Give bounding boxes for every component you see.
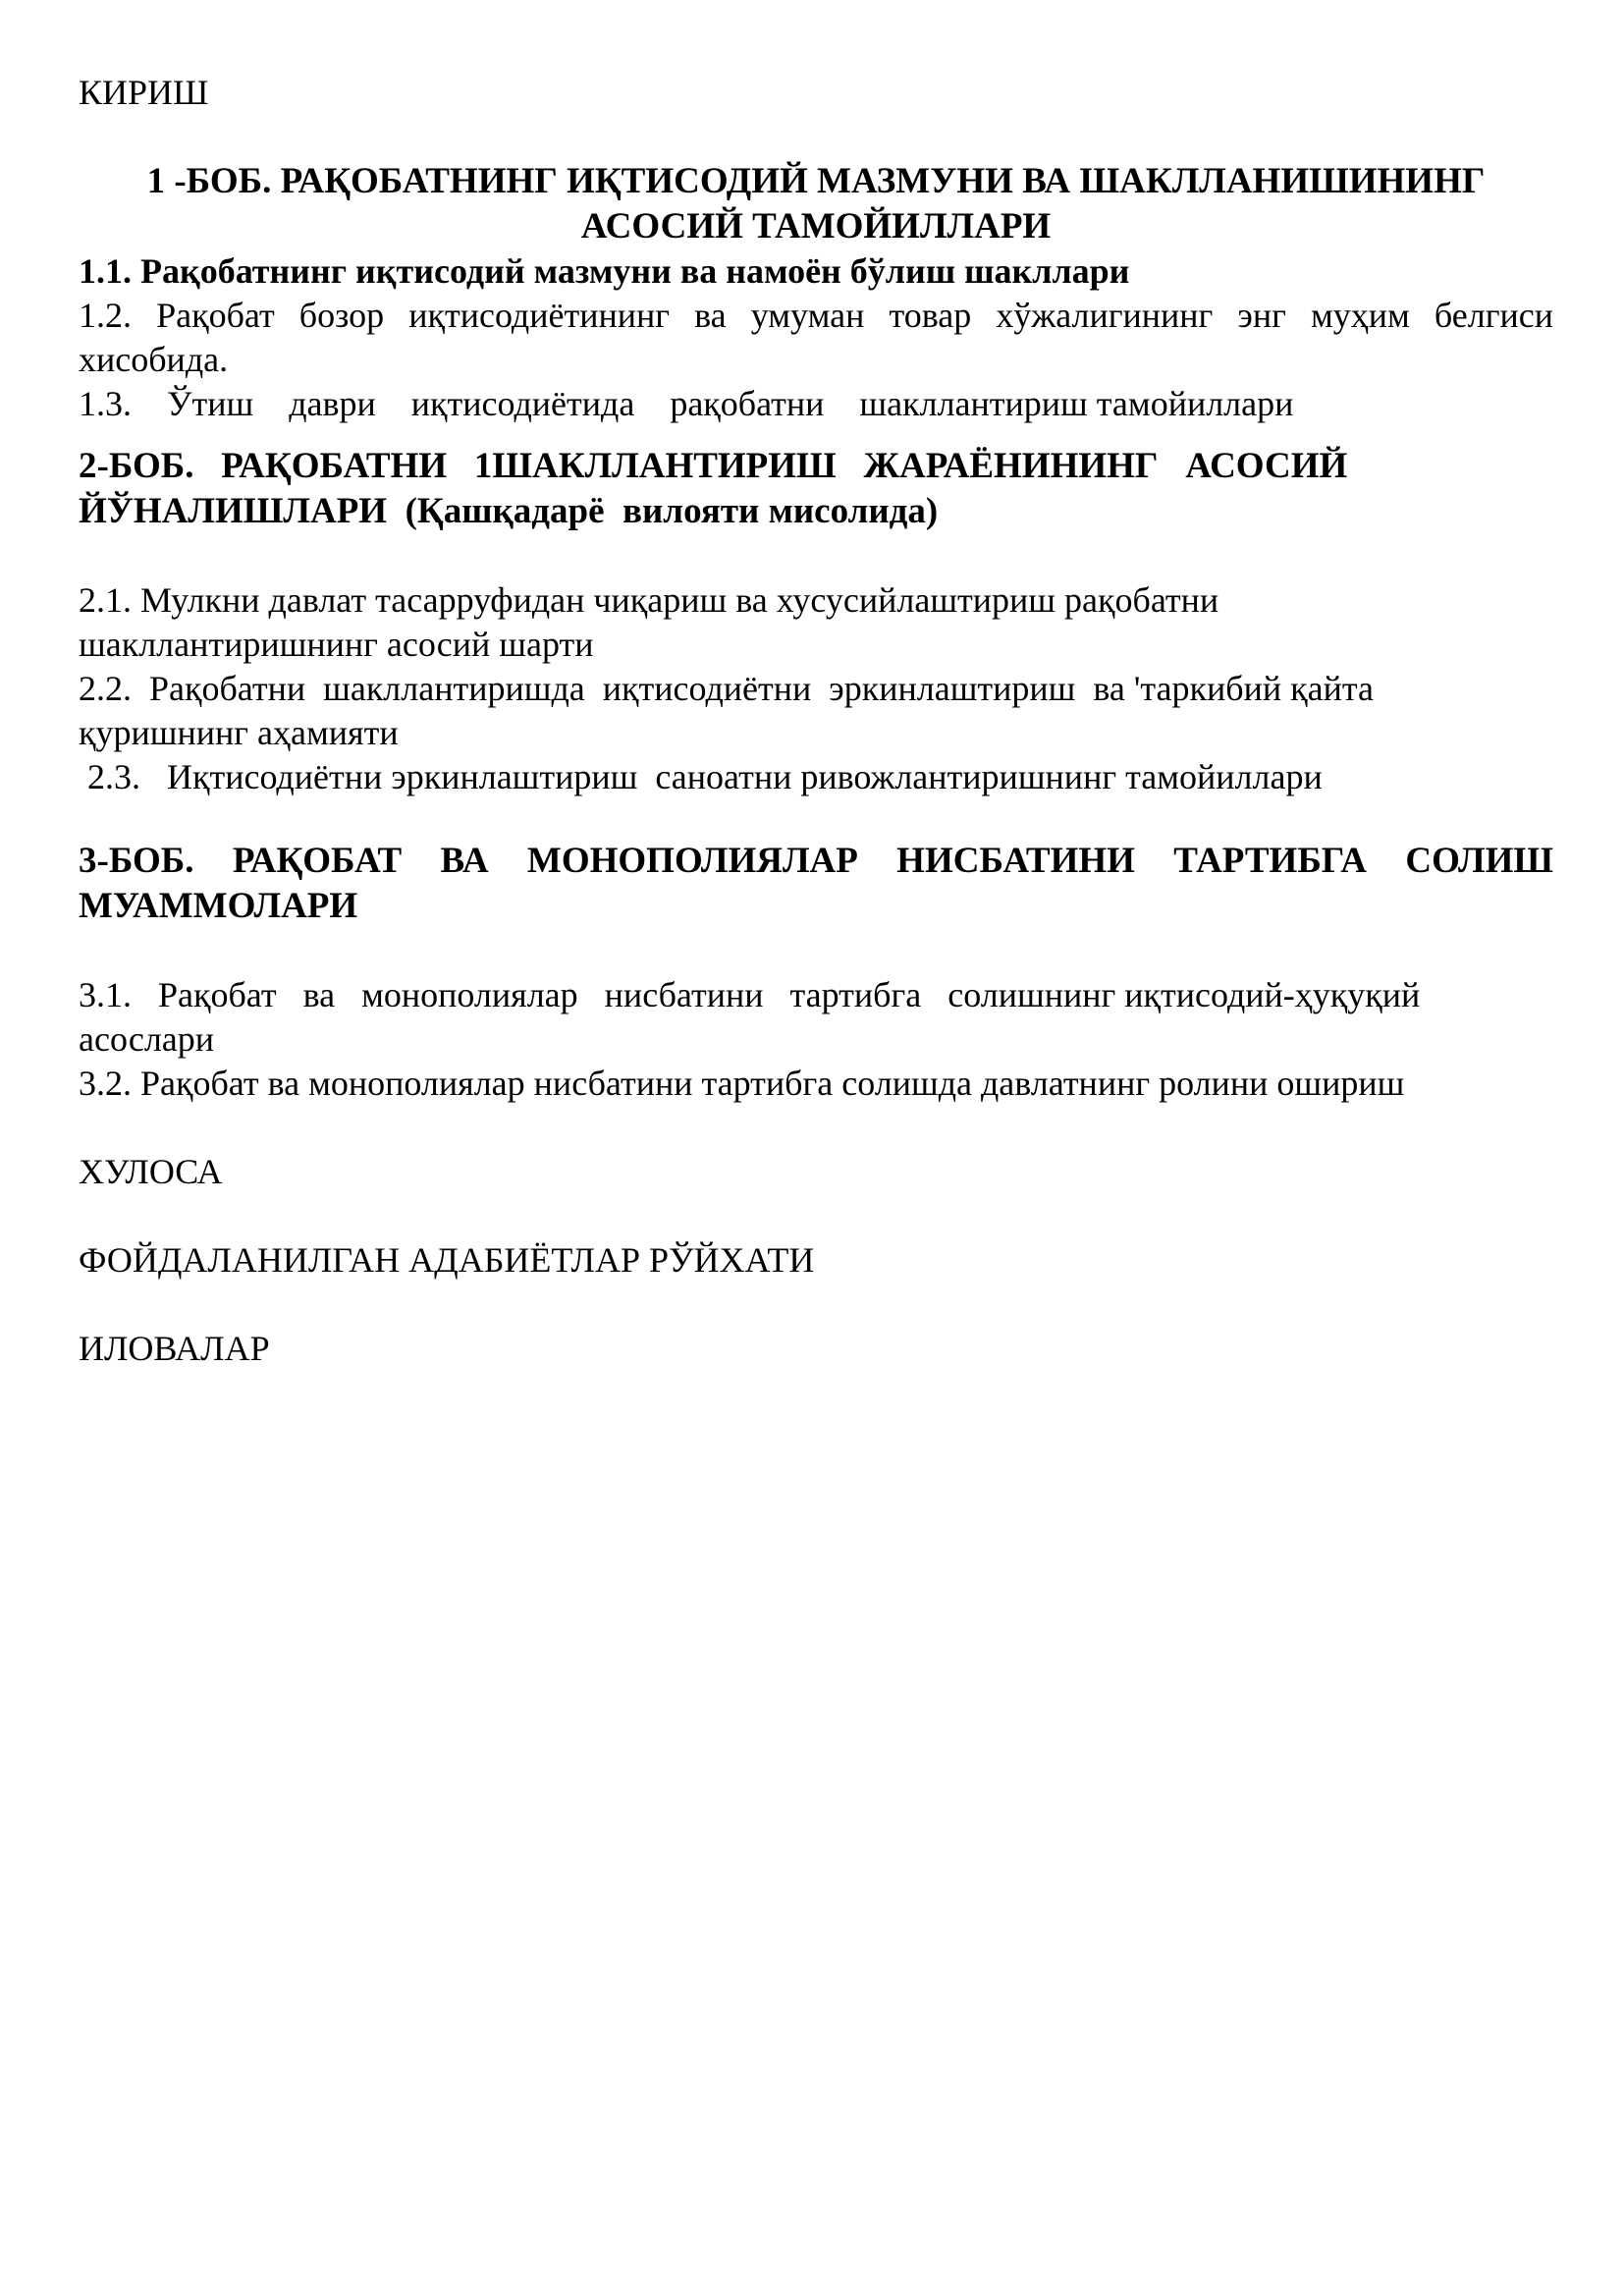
document-page [79, 71, 1553, 1371]
chapter1-title-line1: 1 -БОБ. РАҚОБАТНИНГ ИҚТИСОДИЙ МАЗМУНИ ВА ШАКЛЛАНИШИНИНГ [146, 161, 1486, 201]
conclusion-heading: ХУЛОСА [79, 1152, 223, 1191]
section-1-1: 1.1. Рақобатнинг иқтисодий мазмуни ва намоён бўлиш шакллари [79, 251, 1130, 291]
chapter1-title-line2: АСОСИЙ ТАМОЙИЛЛАРИ [580, 206, 1052, 246]
section-2-3: 2.3. Иқтисодиётни эркинлаштириш саноатни ривожлантиришнинг тамойиллари [79, 757, 1323, 796]
section-2-1-line1: 2.1. Мулкни давлат тасарруфидан чиқариш ва хусусийлаштириш рақобатни [79, 580, 1219, 620]
chapter2-title-line1: 2-БОБ. РАҚОБАТНИ 1ШАКЛЛАНТИРИШ ЖАРАЁНИНИНГ АСОСИЙ [79, 446, 1348, 486]
section-1-3: 1.3. Ўтиш даври иқтисодиётида рақобатни шакллантириш тамойиллари [79, 384, 1294, 423]
references-heading: ФОЙДАЛАНИЛГАН АДАБИЁТЛАР РЎЙХАТИ [79, 1240, 815, 1280]
section-1-2-line1: 1.2. Рақобат бозор иқтисодиётининг ва умуман товар хўжалигининг энг муҳим белгиси [79, 296, 1553, 335]
section-1-2-line2: хисобида. [79, 340, 229, 379]
section-2-2-line2: қуришнинг аҳамияти [79, 713, 399, 752]
section-3-2: 3.2. Рақобат ва монополиялар нисбатини тартибга солишда давлатнинг ролини ошириш [79, 1064, 1405, 1103]
section-3-1-line1: 3.1. Рақобат ва монополиялар нисбатини тартибга солишнинг иқтисодий-ҳуқуқий [79, 975, 1421, 1014]
chapter3-title-line1: 3-БОБ. РАҚОБАТ ВА МОНОПОЛИЯЛАР НИСБАТИНИ ТАРТИБГА СОЛИШ [79, 841, 1553, 881]
chapter2-title-line2: ЙЎНАЛИШЛАРИ (Қашқадарё вилояти мисолида) [79, 491, 939, 531]
section-2-1-line2: шакллантиришнинг асосий шарти [79, 625, 594, 664]
appendices-heading: ИЛОВАЛАР [79, 1329, 270, 1368]
chapter3-title-line2: МУАММОЛАРИ [79, 886, 358, 926]
section-2-2-line1: 2.2. Рақобатни шакллантиришда иқтисодиётни эркинлаштириш ва 'таркибий қайта [79, 669, 1375, 708]
intro-heading: КИРИШ [79, 73, 209, 112]
section-3-1-line2: асослари [79, 1019, 215, 1059]
